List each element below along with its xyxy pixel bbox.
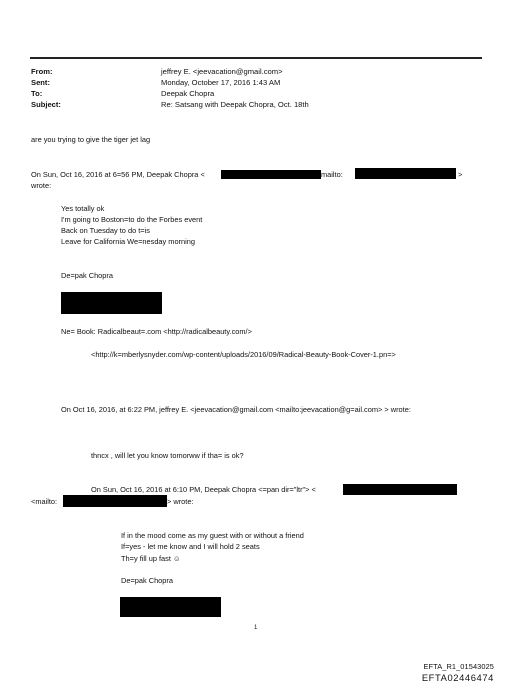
quote1-line: Back on Tuesday to do t=is [61,226,150,235]
quote3-wrote: > wrote: [167,497,194,506]
sent-value: Monday, October 17, 2016 1:43 AM [161,78,281,87]
quote1-mailto: mailto: [321,170,343,179]
redaction-box [63,495,167,507]
quote1-header: On Sun, Oct 16, 2016 at 6=56 PM, Deepak Chopra < [31,170,205,179]
quote2-line: thncx , will let you know tomorww if tha= is ok? [91,451,244,460]
redaction-box [120,597,221,617]
subject-value: Re: Satsang with Deepak Chopra, Oct. 18th [161,100,309,109]
to-value: Deepak Chopra [161,89,215,98]
quote3-header: On Sun, Oct 16, 2016 at 6:10 PM, Deepak Chopra <=pan dir="ltr"> < [91,485,316,494]
new-book-url: <http://k=mberlysnyder.com/wp-content/uploads/2016/09/Radical-Beauty-Book-Cover-1.pn=> [91,350,396,359]
quote1-header-end: > [458,170,463,179]
subject-label: Subject: [31,100,61,109]
quote1-line: Yes totally ok [61,204,105,213]
redaction-box [355,168,456,179]
quote2-header: On Oct 16, 2016, at 6:22 PM, jeffrey E. <jeevacation@gmail.com <mailto:jeevacation@g=ail.com> > wrote: [61,405,411,414]
redaction-box [221,170,321,179]
quote1-signature: De=pak Chopra [61,271,113,280]
bates-stamp-primary: EFTA_R1_01543025 [423,662,494,671]
quote1-wrote: wrote: [31,181,52,190]
reply-line: are you trying to give the tiger jet lag [31,135,151,144]
redaction-box [61,292,162,314]
from-value: jeffrey E. <jeevacation@gmail.com> [161,67,283,76]
bates-stamp-secondary: EFTA02446474 [421,672,494,683]
header-rule [30,57,482,59]
quote1-line: Leave for California We=nesday morning [61,237,195,246]
quote3-mailto: <mailto: [31,497,58,506]
new-book-line: Ne= Book: Radicalbeaut=.com <http://radicalbeauty.com/> [61,327,252,336]
page-number: 1 [254,625,258,631]
quote3-signature: De=pak Chopra [121,576,173,585]
quote1-line: I'm going to Boston=to do the Forbes event [61,215,203,224]
quote3-line: If=yes - let me know and I will hold 2 seats [121,542,260,551]
from-label: From: [31,67,53,76]
quote3-line: If in the mood come as my guest with or without a friend [121,531,304,540]
quote3-line: Th=y fill up fast ☺ [121,554,181,563]
redaction-box [343,484,457,495]
to-label: To: [31,89,43,98]
sent-label: Sent: [31,78,50,87]
